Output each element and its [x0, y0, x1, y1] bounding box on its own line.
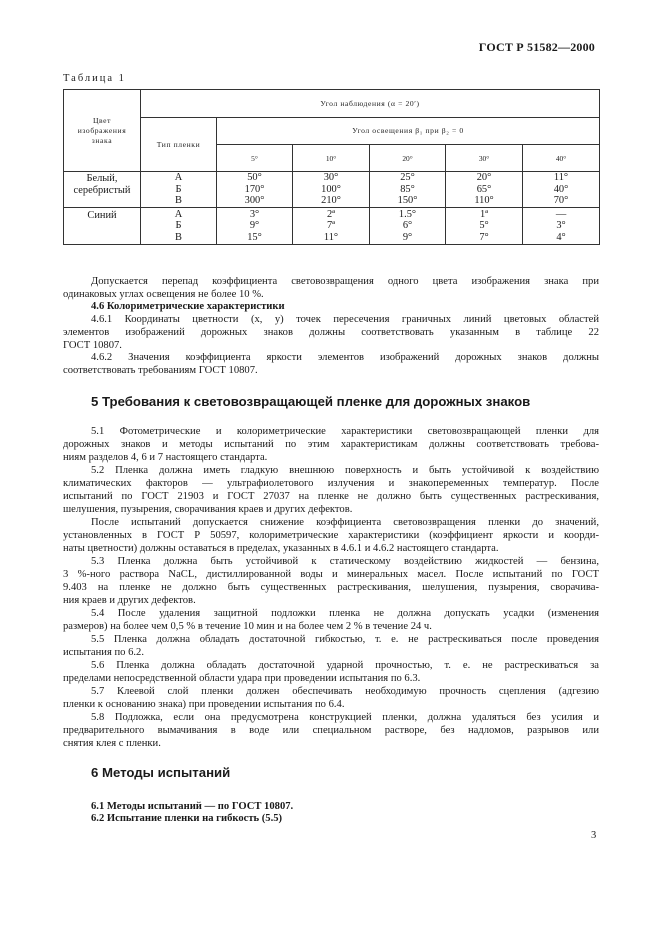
film-type-text: Тип пленки: [156, 139, 201, 149]
paragraph-4-6-2: [63, 351, 599, 377]
value: 3°: [249, 208, 260, 220]
film-c: В: [175, 231, 182, 243]
text-line: пленки к основанию знака) при проведении испытания по 6.4.: [63, 699, 345, 710]
paragraph-5-7: [63, 685, 599, 711]
header-color: [64, 90, 141, 172]
header-observation-angle: [141, 90, 600, 118]
value-cell: [217, 172, 293, 208]
value: 40°: [553, 183, 569, 195]
film-b: Б: [175, 220, 182, 232]
text-line: 5.3 Пленка должна быть устойчивой к статическому воздействию жидкостей — бензина,: [91, 556, 599, 567]
value: —: [555, 208, 567, 220]
document-code: ГОСТ Р 51582—2000: [478, 40, 595, 54]
text-line: После испытаний допускается снижение коэффициента световозвращения пленки до значений,: [91, 517, 599, 528]
text-line: 3 %-ного раствора NaCL, дистиллированной воды и минеральных масел. После испытаний по ГОСТ: [63, 569, 599, 580]
paragraph-5-3: [63, 555, 599, 607]
value: 11°: [323, 231, 339, 243]
paragraph-4-6-1: [63, 313, 599, 352]
header-film-type: [141, 118, 217, 172]
text-line: 4.6.2 Значения коэффициента яркости элементов изображений дорожных знаков должны: [91, 352, 599, 363]
text-line: одинаковых углах освещения не более 10 %.: [63, 289, 264, 300]
paragraph-5-1: [63, 425, 599, 464]
value-cell: [293, 208, 370, 245]
value: 170°: [244, 183, 265, 195]
text-line: соответствовать требованиям ГОСТ 10807.: [63, 365, 258, 376]
value: 7ª: [326, 220, 336, 232]
row-color-text: Синий: [87, 210, 117, 221]
angle-header: 20°: [370, 145, 446, 172]
text-line: 5.8 Подложка, если она предусмотрена конструкцией пленки, должна удаляться без усилия и: [91, 712, 599, 723]
text-line: испытаний по ГОСТ 21903 и ГОСТ 27037 на пленке не должно быть существенных растрескивания,: [63, 491, 599, 502]
text-line: шелушения, пузырения, сворачивания краев и других дефектов.: [63, 504, 353, 515]
row-color-text: Белый, серебристый: [73, 173, 131, 196]
paragraph-5-6: [63, 659, 599, 685]
text-line: установленных в ГОСТ Р 50597, колориметрические характеристики (коэффициент яркости и коорди-: [63, 530, 599, 541]
text-line: размеров) на более чем 0,5 % в течение 10 мин и на более чем 2 % в течение 24 ч.: [63, 621, 432, 632]
value: 3°: [556, 220, 566, 232]
value: 7°: [479, 231, 489, 243]
text-line: ГОСТ 10807.: [63, 340, 122, 351]
film-a: А: [174, 208, 183, 220]
text-line: 5.7 Клеевой слой пленки должен обеспечивать необходимую прочность сцепления (адгезию: [91, 686, 599, 697]
text-line: 5.5 Пленка должна обладать достаточной гибкостью, т. е. не растрескиваться после проведения: [91, 634, 599, 645]
header-color-text: Цвет изображения знака: [77, 115, 127, 145]
value: 5°: [479, 220, 489, 232]
value-cell: [370, 172, 446, 208]
value: 110°: [474, 195, 494, 207]
value: 1.5°: [398, 208, 417, 220]
value: 30°: [323, 172, 339, 184]
text-line: пределами непосредственной области удара при проведении испытания по 6.3.: [63, 673, 421, 684]
value-cell: [370, 208, 446, 245]
value-cell: [217, 208, 293, 245]
value: 15°: [247, 231, 262, 243]
value: 85°: [400, 183, 415, 195]
text-line: 9.403 на пленке не должно быть существенных растрескивания, шелушения, пузырения, сворачива-: [63, 582, 599, 593]
page-number: 3: [591, 830, 597, 841]
text-line: Допускается перепад коэффициента световозвращения одного цвета изображения знака при: [91, 276, 599, 287]
film-cell: [141, 172, 217, 208]
section-6-2: 6.2 Испытание пленки на гибкость (5.5): [91, 813, 283, 824]
table-row: [64, 172, 600, 208]
text-line: элементов изображений дорожных знаков должны соответствовать указанным в таблице 22: [63, 327, 599, 338]
film-c: В: [175, 195, 182, 207]
value: 1ª: [479, 208, 489, 220]
value: 4°: [556, 231, 566, 243]
table-row: [64, 208, 600, 245]
value: 2ª: [326, 208, 336, 220]
header-illumination-angle: [217, 118, 600, 145]
film-a: А: [174, 172, 183, 184]
value: 9°: [402, 231, 413, 243]
value-cell: [446, 172, 523, 208]
row-color-label: [64, 172, 141, 208]
value-cell: [523, 172, 600, 208]
text-line: 5.2 Пленка должна иметь гладкую внешнюю поверхность и быть устойчивой к воздействию: [91, 465, 599, 476]
angle-header: 10°: [293, 145, 370, 172]
value: 11°: [553, 172, 569, 184]
text-line: 5.4 После удаления защитной подложки пленка не должна допускать усадки (изменения: [91, 608, 599, 619]
paragraph-5-8: [63, 711, 599, 750]
paragraph-perepad: [63, 275, 599, 301]
value-cell: [523, 208, 600, 245]
text-line: снятия клея с пленки.: [63, 738, 161, 749]
text-line: ниям разделов 4, 6 и 7 настоящего стандарта.: [63, 452, 268, 463]
paragraph-5-5: [63, 633, 599, 659]
angle-header: 40°: [523, 145, 600, 172]
angle-header: 5°: [217, 145, 293, 172]
value: 20°: [476, 172, 492, 184]
text-line: испытания по 6.2.: [63, 647, 144, 658]
table-label: Таблица 1: [63, 73, 126, 84]
section-4-6-heading: 4.6 Колориметрические характеристики: [91, 301, 285, 312]
section-5-heading: 5 Требования к световозвращающей пленке для дорожных знаков: [91, 394, 531, 409]
value: 300°: [244, 195, 265, 207]
section-6-1: 6.1 Методы испытаний — по ГОСТ 10807.: [91, 801, 294, 812]
text-line: климатических факторов — ультрафиолетового излучения и знакопеременных температур. После: [63, 478, 599, 489]
value: 6°: [402, 220, 413, 232]
text-line: ния краев и других дефектов.: [63, 595, 196, 606]
text-line: 4.6.1 Координаты цветности (x, y) точек пересечения граничных линий цветовых областей: [91, 314, 599, 325]
value: 50°: [247, 172, 262, 184]
value: 25°: [400, 172, 415, 184]
angle-header: 30°: [446, 145, 523, 172]
value: 65°: [476, 183, 492, 195]
text-line: 5.6 Пленка должна обладать достаточной ударной прочностью, т. е. не растрескиваться за: [91, 660, 599, 671]
paragraph-5-2: [63, 464, 599, 516]
text-line: предварительного вымачивания в воде или специальном растворе, без надломов, разрывов или: [63, 725, 599, 736]
value: 150°: [397, 195, 418, 207]
text-line: наты цветности) должны оставаться в пределах, указанных в 4.6.1 и 4.6.2 настоящего стандарта.: [63, 543, 499, 554]
paragraph-5-2-after: [63, 516, 599, 555]
row-color-label: [64, 208, 141, 245]
film-cell: [141, 208, 217, 245]
text-line: дорожных знаков и методы испытаний по этим характеристикам должны соответствовать требова-: [63, 439, 599, 450]
value: 9°: [249, 220, 260, 232]
value: 70°: [553, 195, 569, 207]
value-cell: [446, 208, 523, 245]
section-6-heading: 6 Методы испытаний: [91, 765, 231, 780]
film-b: Б: [175, 183, 182, 195]
observation-angle-text: Угол наблюдения (α = 20′): [320, 98, 420, 108]
value-cell: [293, 172, 370, 208]
text-line: 5.1 Фотометрические и колориметрические характеристики световозвращающей пленки для: [91, 426, 599, 437]
value: 210°: [321, 195, 341, 207]
data-table: [63, 89, 600, 245]
value: 100°: [321, 183, 341, 195]
paragraph-5-4: [63, 607, 599, 633]
illumination-angle-text: Угол освещения β₁ при β₂ = 0: [352, 126, 464, 135]
